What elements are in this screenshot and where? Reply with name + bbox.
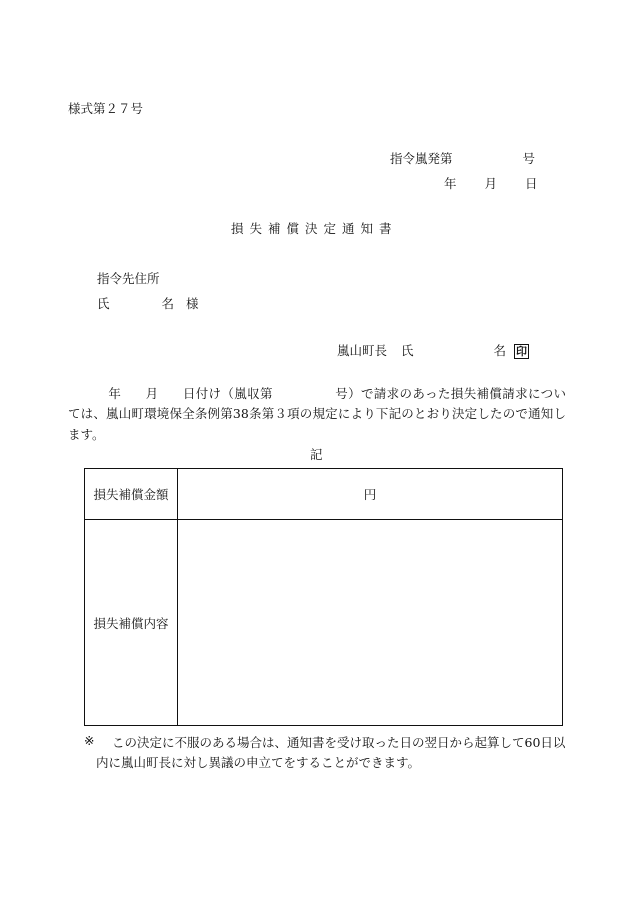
ki-label: 記 — [310, 447, 323, 462]
date-month: 月 — [484, 176, 498, 191]
issuer-name-label-1: 氏 — [401, 343, 414, 358]
content-label: 損失補償内容 — [85, 520, 178, 726]
addressee-address-label: 指令先住所 — [97, 271, 160, 286]
issuer-line — [337, 343, 529, 359]
date-year: 年 — [444, 176, 457, 191]
body-text-after: 号）で請求のあった損失補償請求については、嵐山町環境保全条例第38条第３項の規定により下記のとおり決定したので通知します。 — [68, 386, 566, 442]
addressee-name-label-1: 氏 — [97, 296, 110, 311]
issuer-name-label-2: 名 — [493, 343, 507, 358]
amount-value-field[interactable] — [178, 469, 563, 520]
amount-row — [85, 469, 563, 520]
date-day: 日 — [525, 176, 538, 191]
amount-label: 損失補償金額 — [85, 469, 178, 520]
issuer-title: 嵐山町長 — [337, 343, 388, 358]
compensation-table — [84, 468, 563, 726]
addressee-name-line — [97, 296, 199, 311]
body-date-ref: 日付け（嵐収第 — [182, 386, 273, 401]
body-paragraph — [68, 384, 566, 445]
content-value-field[interactable] — [178, 520, 563, 726]
body-year: 年 — [108, 386, 122, 401]
form-number: 様式第２７号 — [68, 101, 144, 116]
amount-unit: 円 — [363, 487, 377, 502]
addressee-name-label-2: 名 — [161, 296, 175, 311]
document-number — [390, 151, 535, 166]
note-text: この決定に不服のある場合は、通知書を受け取った日の翌日から起算して60日以内に嵐山町長に対し異議の申立てをすることができます。 — [96, 735, 566, 770]
body-month: 月 — [145, 386, 159, 401]
note-mark: ※ — [84, 733, 95, 748]
issue-date — [444, 176, 538, 191]
content-row — [85, 520, 563, 726]
document-number-suffix: 号 — [522, 151, 536, 166]
addressee-honorific: 様 — [186, 296, 199, 311]
document-title: 損失補償決定通知書 — [231, 221, 398, 236]
seal-mark: 印 — [516, 345, 528, 358]
document-number-prefix: 指令嵐発第 — [390, 151, 453, 166]
